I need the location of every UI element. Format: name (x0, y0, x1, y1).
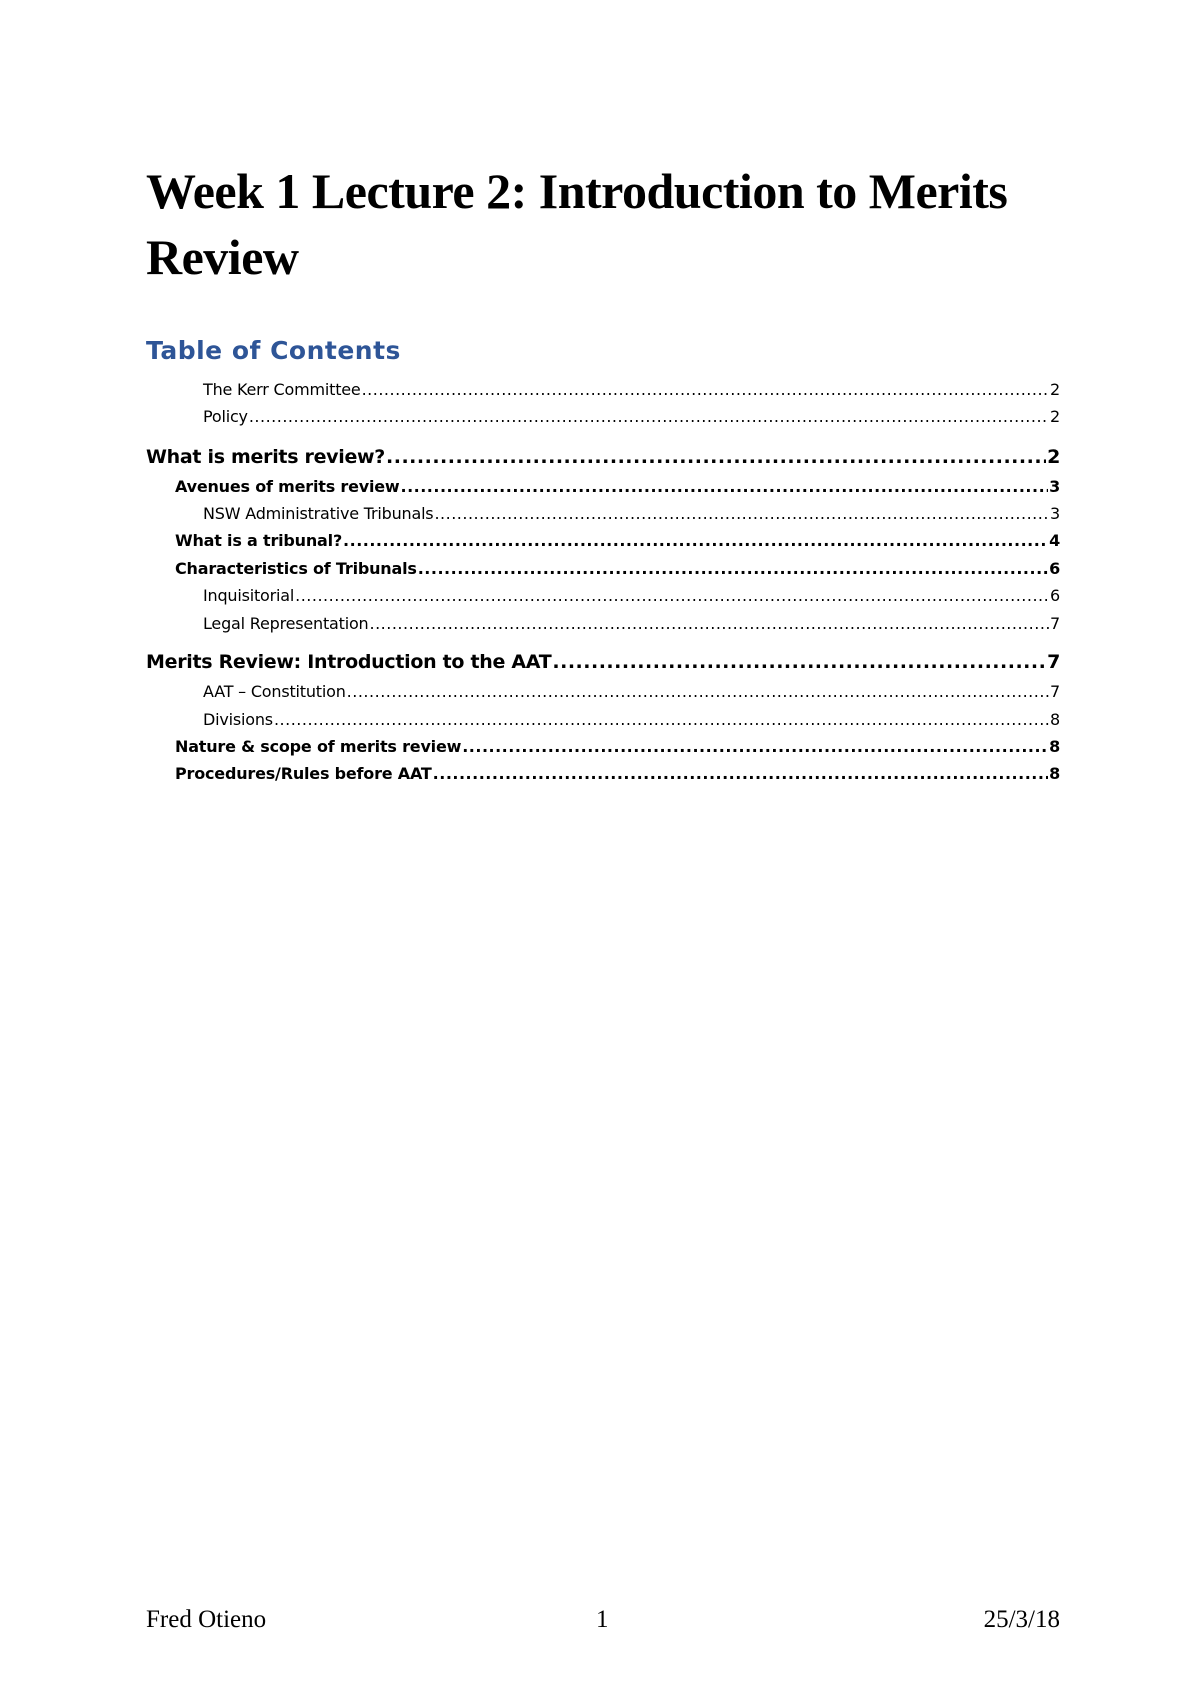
toc-entry-avenues-of-merits-review[interactable] (175, 477, 1060, 496)
toc-leader (386, 446, 1046, 468)
page-footer (146, 1606, 1060, 1640)
toc-entry-legal-representation[interactable] (203, 614, 1060, 633)
toc-entry-label: Merits Review: Introduction to the AAT (146, 651, 552, 673)
toc-entry-nsw-administrative-tribunals[interactable] (203, 504, 1060, 523)
toc-entry-label: Legal Representation (203, 614, 369, 633)
toc-entry-label: AAT – Constitution (203, 682, 346, 701)
toc-entry-page: 8 (1050, 710, 1060, 729)
footer-page-number: 1 (596, 1606, 609, 1633)
toc-entry-divisions[interactable] (203, 710, 1060, 729)
toc-entry-label: Procedures/Rules before AAT (175, 764, 432, 783)
toc-leader (462, 737, 1048, 756)
toc-leader (362, 380, 1049, 399)
toc-entry-inquisitorial[interactable] (203, 586, 1060, 605)
toc-entry-label: Nature & scope of merits review (175, 737, 462, 756)
toc-leader (295, 586, 1049, 605)
toc-entry-page: 4 (1049, 531, 1060, 550)
toc-entry-page: 8 (1049, 764, 1060, 783)
toc-leader (433, 764, 1048, 783)
toc-entry-page: 2 (1047, 446, 1060, 468)
toc-entry-what-is-a-tribunal[interactable] (175, 531, 1060, 550)
toc-entry-label: What is a tribunal? (175, 531, 343, 550)
toc-leader (418, 559, 1048, 578)
toc-entry-page: 6 (1049, 559, 1060, 578)
table-of-contents (146, 0, 1060, 800)
toc-entry-page: 6 (1050, 586, 1060, 605)
toc-entry-label: Characteristics of Tribunals (175, 559, 417, 578)
toc-entry-procedures-rules[interactable] (175, 764, 1060, 783)
toc-entry-label: NSW Administrative Tribunals (203, 504, 434, 523)
toc-entry-characteristics-of-tribunals[interactable] (175, 559, 1060, 578)
toc-entry-policy[interactable] (203, 407, 1060, 426)
toc-entry-aat-constitution[interactable] (203, 682, 1060, 701)
toc-leader (343, 531, 1048, 550)
toc-heading: Table of Contents (146, 336, 401, 365)
toc-entry-page: 7 (1050, 682, 1060, 701)
toc-entry-label: Policy (203, 407, 248, 426)
footer-date: 25/3/18 (983, 1606, 1060, 1633)
toc-entry-what-is-merits-review[interactable] (146, 446, 1060, 468)
toc-leader (552, 651, 1046, 673)
toc-entry-page: 7 (1047, 651, 1060, 673)
toc-entry-page: 3 (1050, 504, 1060, 523)
toc-leader (370, 614, 1050, 633)
toc-entry-page: 3 (1049, 477, 1060, 496)
toc-entry-label: Inquisitorial (203, 586, 295, 605)
toc-entry-label: Avenues of merits review (175, 477, 400, 496)
toc-entry-page: 7 (1050, 614, 1060, 633)
toc-entry-merits-review-intro-aat[interactable] (146, 651, 1060, 673)
toc-entry-kerr-committee[interactable] (203, 380, 1060, 399)
toc-entry-page: 2 (1050, 407, 1060, 426)
toc-leader (434, 504, 1049, 523)
toc-leader (400, 477, 1048, 496)
footer-author: Fred Otieno (146, 1606, 267, 1633)
toc-entry-label: Divisions (203, 710, 273, 729)
toc-leader (249, 407, 1049, 426)
toc-entry-nature-scope[interactable] (175, 737, 1060, 756)
toc-leader (274, 710, 1049, 729)
toc-entry-page: 8 (1049, 737, 1060, 756)
toc-leader (347, 682, 1049, 701)
toc-entry-label: What is merits review? (146, 446, 386, 468)
toc-entry-page: 2 (1050, 380, 1060, 399)
toc-entry-label: The Kerr Committee (203, 380, 361, 399)
document-title: Week 1 Lecture 2: Introduction to Merits Review (146, 163, 1008, 285)
